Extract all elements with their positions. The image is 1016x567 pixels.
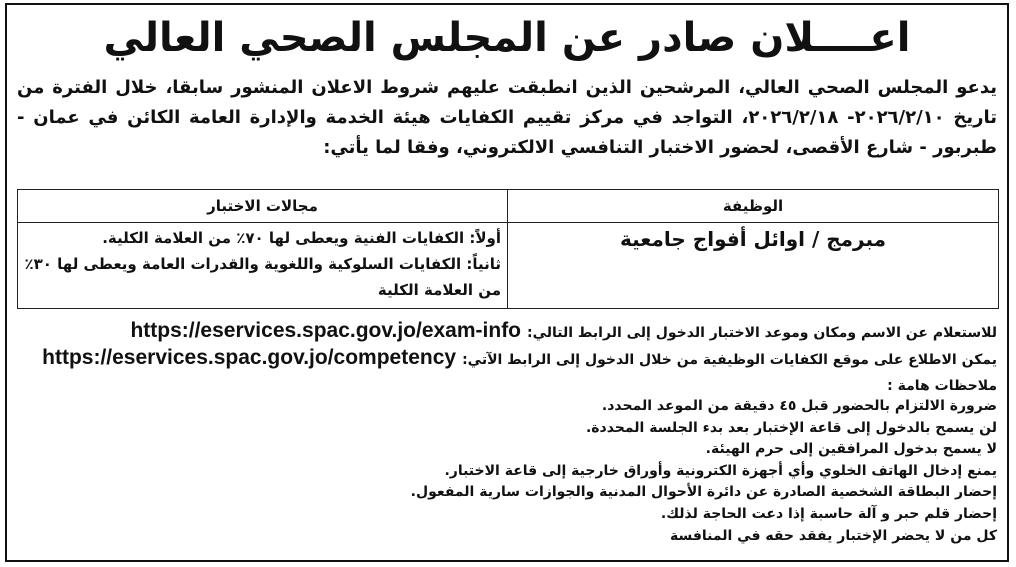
- header-areas: مجالات الاختبار: [18, 190, 508, 223]
- intro-paragraph: يدعو المجلس الصحي العالي، المرشحين الذين انطبقت عليهم شروط الاعلان المنشور سابقا، خلال الفترة من تاريخ ٢٠٢٦/٢/١٠- ٢٠٢٦/٢/١٨، التواجد في مركز تقييم الكفايات هيئة الخدمة والإدارة العامة الكائن في عمان - طبربور - شارع الأقصى، لحضور الاختبار التنافسي الالكتروني، وفقا لما يأتي:: [17, 77, 998, 158]
- competency-link[interactable]: https://eservices.spac.gov.jo/competency: [42, 346, 457, 369]
- table-row: [18, 223, 999, 309]
- announcement-title: اعــــلان صادر عن المجلس الصحي العالي: [103, 15, 911, 61]
- note-item: لن يسمح بالدخول إلى قاعة الإختبار بعد بدء الجلسة المحددة.: [585, 419, 997, 436]
- note-item: لا يسمح بدخول المرافقين إلى حرم الهيئة.: [705, 441, 997, 458]
- table-header-row: [18, 190, 999, 223]
- test-areas-cell: [18, 223, 508, 309]
- exam-info-line: [17, 319, 997, 343]
- test-area-line: ثانياً: الكفايات السلوكية واللغوية والقدرات العامة ويعطى لها ٣٠٪: [24, 255, 501, 273]
- header-job: الوظيفة: [508, 190, 999, 223]
- job-title-cell: مبرمج / اوائل أفواج جامعية: [508, 223, 999, 309]
- note-item: إحضار قلم حبر و آلة حاسبة إذا دعت الحاجة لذلك.: [660, 505, 997, 522]
- notes-heading: ملاحظات هامة :: [887, 378, 997, 394]
- exam-info-link[interactable]: https://eservices.spac.gov.jo/exam-info: [130, 319, 522, 342]
- test-area-line: أولاً: الكفايات الفنية ويعطى لها ٧٠٪ من العلامة الكلية.: [102, 229, 501, 247]
- exam-info-text: للاستعلام عن الاسم ومكان وموعد الاختبار الدخول إلى الرابط التالي:: [527, 325, 997, 341]
- competency-line: [17, 346, 997, 370]
- notes-list: [17, 396, 997, 547]
- jobs-table: [17, 189, 999, 309]
- note-item: إحضار البطاقة الشخصية الصادرة عن دائرة الأحوال المدنية والجوازات سارية المفعول.: [410, 484, 997, 501]
- note-item: كل من لا يحضر الإختبار يفقد حقه في المنافسة: [669, 527, 997, 544]
- note-item: ضرورة الالتزام بالحضور قبل ٤٥ دقيقة من الموعد المحدد.: [601, 398, 997, 414]
- competency-text: يمكن الاطلاع على موقع الكفايات الوظيفية من خلال الدخول إلى الرابط الآتي:: [462, 352, 997, 368]
- announcement-frame: [5, 3, 1009, 562]
- test-area-line: من العلامة الكلية: [377, 281, 501, 299]
- note-item: يمنع إدخال الهاتف الخلوي وأي أجهزة الكترونية وأوراق خارجية إلى قاعة الاختبار.: [444, 462, 997, 479]
